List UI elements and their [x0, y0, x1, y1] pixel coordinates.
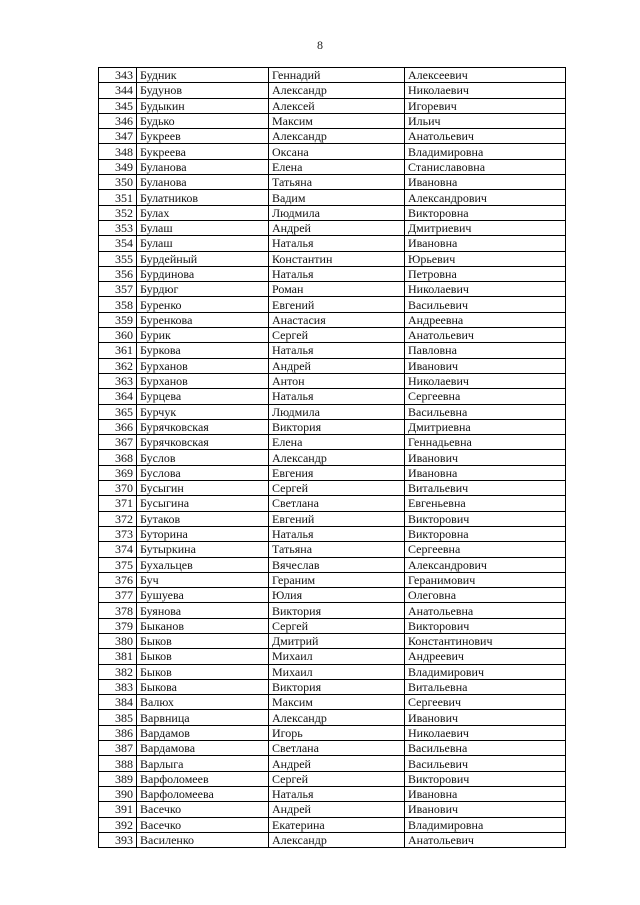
table-row	[99, 159, 566, 174]
first-name-cell: Евгения	[269, 465, 405, 480]
first-name-cell: Сергей	[269, 328, 405, 343]
row-number-cell: 379	[99, 618, 137, 633]
patronymic-cell: Станиславовна	[405, 159, 566, 174]
last-name-cell: Валюх	[137, 695, 269, 710]
last-name-cell: Вардамова	[137, 741, 269, 756]
last-name-cell: Вардамов	[137, 725, 269, 740]
last-name-cell: Васечко	[137, 817, 269, 832]
last-name-cell: Варфоломеева	[137, 786, 269, 801]
patronymic-cell: Александрович	[405, 190, 566, 205]
first-name-cell: Антон	[269, 373, 405, 388]
table-row	[99, 633, 566, 648]
row-number-cell: 356	[99, 266, 137, 281]
patronymic-cell: Дмитриевич	[405, 220, 566, 235]
table-row	[99, 511, 566, 526]
patronymic-cell: Олеговна	[405, 588, 566, 603]
table-row	[99, 664, 566, 679]
row-number-cell: 376	[99, 572, 137, 587]
last-name-cell: Буркова	[137, 343, 269, 358]
first-name-cell: Наталья	[269, 343, 405, 358]
last-name-cell: Букреева	[137, 144, 269, 159]
page-number: 8	[317, 38, 323, 52]
last-name-cell: Бурячковская	[137, 419, 269, 434]
row-number-cell: 352	[99, 205, 137, 220]
first-name-cell: Игорь	[269, 725, 405, 740]
first-name-cell: Андрей	[269, 802, 405, 817]
first-name-cell: Екатерина	[269, 817, 405, 832]
table-row	[99, 741, 566, 756]
first-name-cell: Наталья	[269, 786, 405, 801]
table-row	[99, 175, 566, 190]
table-row	[99, 756, 566, 771]
last-name-cell: Булаш	[137, 236, 269, 251]
patronymic-cell: Владимировна	[405, 817, 566, 832]
table-row	[99, 98, 566, 113]
table-row	[99, 710, 566, 725]
row-number-cell: 377	[99, 588, 137, 603]
patronymic-cell: Юрьевич	[405, 251, 566, 266]
patronymic-cell: Васильевна	[405, 741, 566, 756]
first-name-cell: Виктория	[269, 679, 405, 694]
first-name-cell: Татьяна	[269, 175, 405, 190]
row-number-cell: 363	[99, 373, 137, 388]
patronymic-cell: Геранимович	[405, 572, 566, 587]
last-name-cell: Быканов	[137, 618, 269, 633]
row-number-cell: 381	[99, 649, 137, 664]
table-row	[99, 695, 566, 710]
patronymic-cell: Васильевич	[405, 297, 566, 312]
table-row	[99, 129, 566, 144]
table-row	[99, 435, 566, 450]
last-name-cell: Василенко	[137, 832, 269, 847]
table-row	[99, 404, 566, 419]
patronymic-cell: Васильевич	[405, 756, 566, 771]
row-number-cell: 361	[99, 343, 137, 358]
row-number-cell: 369	[99, 465, 137, 480]
first-name-cell: Александр	[269, 129, 405, 144]
patronymic-cell: Сергеевна	[405, 542, 566, 557]
last-name-cell: Булатников	[137, 190, 269, 205]
patronymic-cell: Игоревич	[405, 98, 566, 113]
patronymic-cell: Анатольевна	[405, 603, 566, 618]
first-name-cell: Алексей	[269, 98, 405, 113]
last-name-cell: Варлыга	[137, 756, 269, 771]
first-name-cell: Виктория	[269, 419, 405, 434]
table-row	[99, 282, 566, 297]
last-name-cell: Васечко	[137, 802, 269, 817]
patronymic-cell: Николаевич	[405, 373, 566, 388]
first-name-cell: Роман	[269, 282, 405, 297]
patronymic-cell: Ивановна	[405, 236, 566, 251]
table-row	[99, 496, 566, 511]
last-name-cell: Бусыгина	[137, 496, 269, 511]
patronymic-cell: Николаевич	[405, 725, 566, 740]
last-name-cell: Варвница	[137, 710, 269, 725]
patronymic-cell: Сергеевна	[405, 389, 566, 404]
table-row	[99, 649, 566, 664]
table-row	[99, 343, 566, 358]
table-row	[99, 358, 566, 373]
row-number-cell: 388	[99, 756, 137, 771]
table-row	[99, 83, 566, 98]
row-number-cell: 382	[99, 664, 137, 679]
table-row	[99, 817, 566, 832]
first-name-cell: Анастасия	[269, 312, 405, 327]
first-name-cell: Людмила	[269, 205, 405, 220]
last-name-cell: Бурдинова	[137, 266, 269, 281]
row-number-cell: 343	[99, 68, 137, 83]
table-row	[99, 557, 566, 572]
row-number-cell: 364	[99, 389, 137, 404]
last-name-cell: Будник	[137, 68, 269, 83]
last-name-cell: Варфоломеев	[137, 771, 269, 786]
table-row	[99, 68, 566, 83]
first-name-cell: Андрей	[269, 220, 405, 235]
last-name-cell: Бусыгин	[137, 481, 269, 496]
row-number-cell: 391	[99, 802, 137, 817]
patronymic-cell: Геннадьевна	[405, 435, 566, 450]
last-name-cell: Булаш	[137, 220, 269, 235]
last-name-cell: Буренкова	[137, 312, 269, 327]
last-name-cell: Будыкин	[137, 98, 269, 113]
patronymic-cell: Викторовна	[405, 526, 566, 541]
row-number-cell: 390	[99, 786, 137, 801]
first-name-cell: Татьяна	[269, 542, 405, 557]
row-number-cell: 384	[99, 695, 137, 710]
first-name-cell: Вадим	[269, 190, 405, 205]
row-number-cell: 368	[99, 450, 137, 465]
row-number-cell: 344	[99, 83, 137, 98]
first-name-cell: Светлана	[269, 496, 405, 511]
first-name-cell: Оксана	[269, 144, 405, 159]
table-row	[99, 725, 566, 740]
table-row	[99, 297, 566, 312]
patronymic-cell: Николаевич	[405, 282, 566, 297]
patronymic-cell: Ивановна	[405, 465, 566, 480]
row-number-cell: 357	[99, 282, 137, 297]
first-name-cell: Михаил	[269, 664, 405, 679]
roster-body	[99, 68, 566, 848]
last-name-cell: Бушуева	[137, 588, 269, 603]
last-name-cell: Бурдюг	[137, 282, 269, 297]
last-name-cell: Буторина	[137, 526, 269, 541]
first-name-cell: Александр	[269, 83, 405, 98]
row-number-cell: 371	[99, 496, 137, 511]
row-number-cell: 373	[99, 526, 137, 541]
patronymic-cell: Владимировна	[405, 144, 566, 159]
row-number-cell: 355	[99, 251, 137, 266]
patronymic-cell: Андреевна	[405, 312, 566, 327]
first-name-cell: Светлана	[269, 741, 405, 756]
row-number-cell: 374	[99, 542, 137, 557]
first-name-cell: Елена	[269, 159, 405, 174]
last-name-cell: Буслов	[137, 450, 269, 465]
patronymic-cell: Дмитриевна	[405, 419, 566, 434]
row-number-cell: 385	[99, 710, 137, 725]
last-name-cell: Бурячковская	[137, 435, 269, 450]
table-row	[99, 220, 566, 235]
last-name-cell: Бурцева	[137, 389, 269, 404]
first-name-cell: Александр	[269, 710, 405, 725]
table-row	[99, 572, 566, 587]
row-number-cell: 366	[99, 419, 137, 434]
first-name-cell: Евгений	[269, 297, 405, 312]
first-name-cell: Константин	[269, 251, 405, 266]
table-row	[99, 832, 566, 847]
last-name-cell: Буланова	[137, 159, 269, 174]
row-number-cell: 360	[99, 328, 137, 343]
last-name-cell: Буланова	[137, 175, 269, 190]
first-name-cell: Александр	[269, 832, 405, 847]
first-name-cell: Максим	[269, 113, 405, 128]
row-number-cell: 378	[99, 603, 137, 618]
patronymic-cell: Александрович	[405, 557, 566, 572]
patronymic-cell: Ивановна	[405, 175, 566, 190]
last-name-cell: Будунов	[137, 83, 269, 98]
row-number-cell: 351	[99, 190, 137, 205]
patronymic-cell: Сергеевич	[405, 695, 566, 710]
table-row	[99, 588, 566, 603]
table-row	[99, 465, 566, 480]
table-row	[99, 144, 566, 159]
table-row	[99, 419, 566, 434]
last-name-cell: Булах	[137, 205, 269, 220]
first-name-cell: Евгений	[269, 511, 405, 526]
first-name-cell: Геннадий	[269, 68, 405, 83]
patronymic-cell: Витальевич	[405, 481, 566, 496]
table-row	[99, 618, 566, 633]
row-number-cell: 350	[99, 175, 137, 190]
row-number-cell: 347	[99, 129, 137, 144]
first-name-cell: Наталья	[269, 266, 405, 281]
first-name-cell: Гераним	[269, 572, 405, 587]
row-number-cell: 370	[99, 481, 137, 496]
patronymic-cell: Иванович	[405, 358, 566, 373]
last-name-cell: Бурханов	[137, 373, 269, 388]
row-number-cell: 372	[99, 511, 137, 526]
table-row	[99, 802, 566, 817]
last-name-cell: Быков	[137, 649, 269, 664]
first-name-cell: Юлия	[269, 588, 405, 603]
first-name-cell: Михаил	[269, 649, 405, 664]
table-row	[99, 373, 566, 388]
row-number-cell: 365	[99, 404, 137, 419]
patronymic-cell: Викторович	[405, 618, 566, 633]
table-row	[99, 190, 566, 205]
last-name-cell: Бурханов	[137, 358, 269, 373]
table-row	[99, 526, 566, 541]
table-row	[99, 771, 566, 786]
first-name-cell: Наталья	[269, 389, 405, 404]
table-row	[99, 312, 566, 327]
patronymic-cell: Викторовна	[405, 205, 566, 220]
patronymic-cell: Евгеньевна	[405, 496, 566, 511]
last-name-cell: Бутаков	[137, 511, 269, 526]
patronymic-cell: Васильевна	[405, 404, 566, 419]
patronymic-cell: Анатольевич	[405, 328, 566, 343]
last-name-cell: Буянова	[137, 603, 269, 618]
last-name-cell: Бурдейный	[137, 251, 269, 266]
patronymic-cell: Николаевич	[405, 83, 566, 98]
first-name-cell: Александр	[269, 450, 405, 465]
first-name-cell: Сергей	[269, 618, 405, 633]
patronymic-cell: Петровна	[405, 266, 566, 281]
row-number-cell: 346	[99, 113, 137, 128]
last-name-cell: Буслова	[137, 465, 269, 480]
row-number-cell: 386	[99, 725, 137, 740]
last-name-cell: Бутыркина	[137, 542, 269, 557]
patronymic-cell: Владимирович	[405, 664, 566, 679]
row-number-cell: 345	[99, 98, 137, 113]
patronymic-cell: Павловна	[405, 343, 566, 358]
patronymic-cell: Викторович	[405, 511, 566, 526]
row-number-cell: 362	[99, 358, 137, 373]
table-row	[99, 236, 566, 251]
first-name-cell: Наталья	[269, 236, 405, 251]
last-name-cell: Будько	[137, 113, 269, 128]
table-row	[99, 542, 566, 557]
first-name-cell: Наталья	[269, 526, 405, 541]
row-number-cell: 359	[99, 312, 137, 327]
last-name-cell: Быкова	[137, 679, 269, 694]
table-row	[99, 251, 566, 266]
table-row	[99, 679, 566, 694]
row-number-cell: 387	[99, 741, 137, 756]
last-name-cell: Быков	[137, 633, 269, 648]
last-name-cell: Бухальцев	[137, 557, 269, 572]
patronymic-cell: Витальевна	[405, 679, 566, 694]
first-name-cell: Андрей	[269, 358, 405, 373]
table-row	[99, 389, 566, 404]
first-name-cell: Максим	[269, 695, 405, 710]
row-number-cell: 367	[99, 435, 137, 450]
table-row	[99, 266, 566, 281]
table-row	[99, 450, 566, 465]
row-number-cell: 380	[99, 633, 137, 648]
last-name-cell: Бурчук	[137, 404, 269, 419]
row-number-cell: 383	[99, 679, 137, 694]
row-number-cell: 392	[99, 817, 137, 832]
row-number-cell: 358	[99, 297, 137, 312]
last-name-cell: Букреев	[137, 129, 269, 144]
first-name-cell: Дмитрий	[269, 633, 405, 648]
last-name-cell: Буч	[137, 572, 269, 587]
patronymic-cell: Ильич	[405, 113, 566, 128]
last-name-cell: Буренко	[137, 297, 269, 312]
patronymic-cell: Анатольевич	[405, 129, 566, 144]
table-row	[99, 113, 566, 128]
table-row	[99, 603, 566, 618]
patronymic-cell: Иванович	[405, 802, 566, 817]
table-row	[99, 481, 566, 496]
first-name-cell: Сергей	[269, 481, 405, 496]
first-name-cell: Андрей	[269, 756, 405, 771]
row-number-cell: 389	[99, 771, 137, 786]
patronymic-cell: Иванович	[405, 710, 566, 725]
patronymic-cell: Ивановна	[405, 786, 566, 801]
row-number-cell: 354	[99, 236, 137, 251]
last-name-cell: Быков	[137, 664, 269, 679]
row-number-cell: 375	[99, 557, 137, 572]
patronymic-cell: Алексеевич	[405, 68, 566, 83]
first-name-cell: Вячеслав	[269, 557, 405, 572]
patronymic-cell: Викторович	[405, 771, 566, 786]
row-number-cell: 348	[99, 144, 137, 159]
last-name-cell: Бурик	[137, 328, 269, 343]
patronymic-cell: Андреевич	[405, 649, 566, 664]
patronymic-cell: Константинович	[405, 633, 566, 648]
patronymic-cell: Анатольевич	[405, 832, 566, 847]
table-row	[99, 786, 566, 801]
first-name-cell: Сергей	[269, 771, 405, 786]
table-row	[99, 328, 566, 343]
first-name-cell: Елена	[269, 435, 405, 450]
first-name-cell: Людмила	[269, 404, 405, 419]
row-number-cell: 349	[99, 159, 137, 174]
patronymic-cell: Иванович	[405, 450, 566, 465]
first-name-cell: Виктория	[269, 603, 405, 618]
table-row	[99, 205, 566, 220]
roster-table	[98, 67, 566, 848]
row-number-cell: 353	[99, 220, 137, 235]
row-number-cell: 393	[99, 832, 137, 847]
